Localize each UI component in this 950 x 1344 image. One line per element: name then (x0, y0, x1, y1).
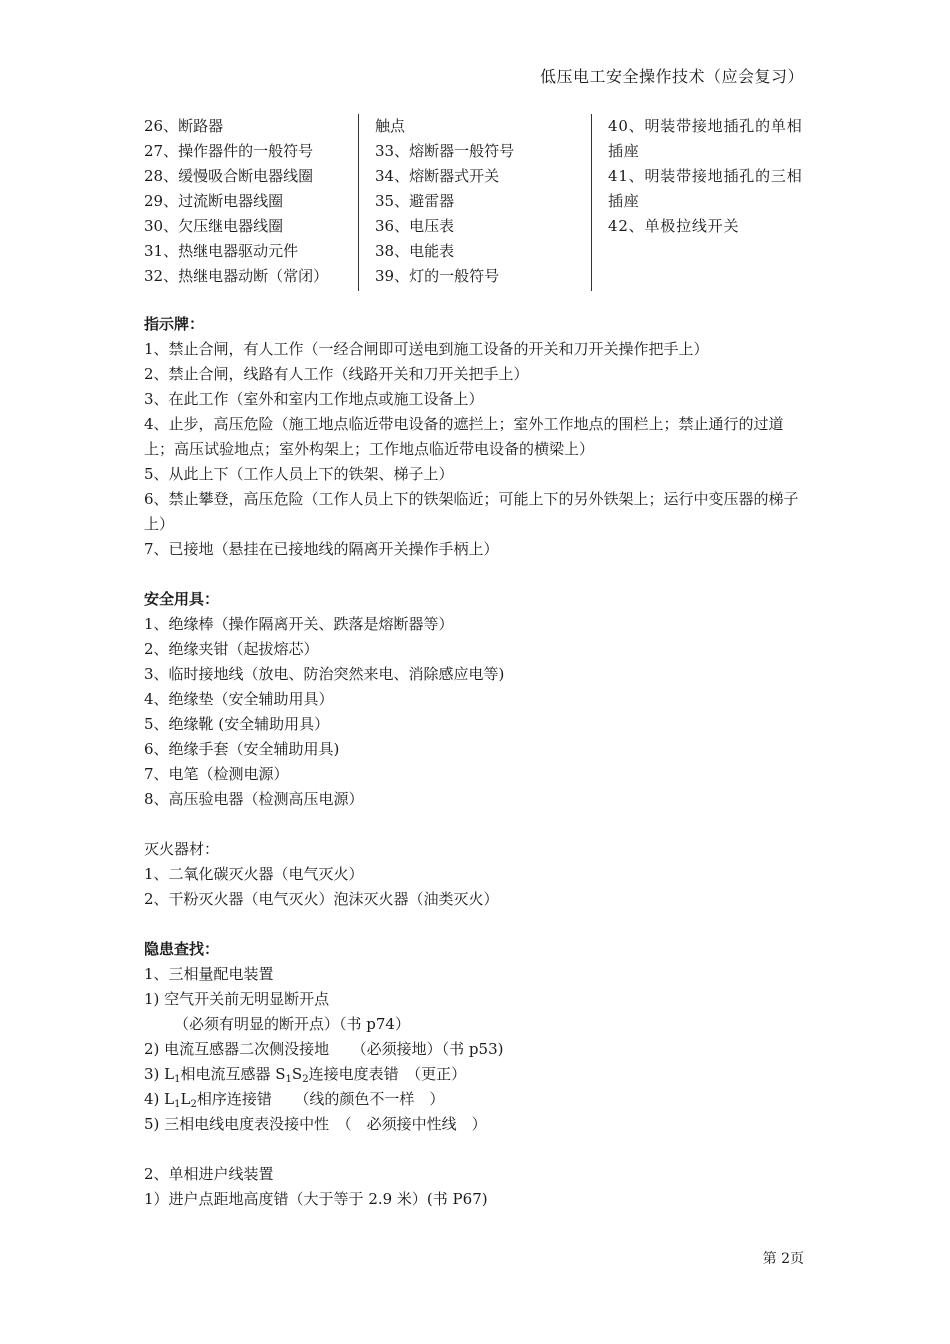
list-item: 3、临时接地线（放电、防治突然来电、消除感应电等) (144, 665, 505, 683)
list-item: 1、禁止合闸，有人工作（一经合闸即可送电到施工设备的开关和刀开关操作把手上） (144, 340, 709, 358)
symbol-item: 29、过流断电器线圈 (144, 192, 284, 210)
subsection-title: 1、三相量配电装置 (144, 965, 274, 983)
list-item-note: （必须有明显的断开点）（书 p74） (174, 1015, 410, 1033)
list-item: 4、绝缘垫（安全辅助用具） (144, 690, 334, 708)
symbol-item: 28、缓慢吸合断电器线圈 (144, 167, 314, 185)
symbol-column-2 (359, 114, 592, 291)
symbol-item: 42、单极拉线开关 (608, 217, 740, 235)
section-heading-signs: 指示牌： (144, 315, 205, 333)
list-item: 1、二氧化碳灭火器（电气灭火） (144, 865, 364, 883)
list-item: 6、绝缘手套（安全辅助用具) (144, 740, 340, 758)
symbol-item: 38、电能表 (375, 242, 455, 260)
list-item: 6、禁止攀登，高压危险（工作人员上下的铁架临近；可能上下的另外铁架上；运行中变压器的梯子上） (144, 490, 799, 533)
section-heading-hazards: 隐患查找： (144, 940, 220, 958)
list-item: 2) 电流互感器二次侧没接地 （必须接地）（书 p53) (144, 1040, 504, 1058)
list-item: 1、绝缘棒（操作隔离开关、跌落是熔断器等） (144, 615, 454, 633)
list-item: 2、绝缘夹钳（起拔熔芯） (144, 640, 319, 658)
list-item: 2、干粉灭火器（电气灭火）泡沫灭火器（油类灭火） (144, 890, 499, 908)
symbol-item: 36、电压表 (375, 217, 455, 235)
list-item: 3) $L_1$相电流互感器 $S_1S_2$连接电度表错 （更正） (144, 1065, 467, 1085)
symbol-item: 30、欠压继电器线圈 (144, 217, 284, 235)
symbol-column-1 (144, 114, 359, 291)
symbol-item: 41、明装带接地插孔的三相插座 (608, 167, 803, 210)
subsection-title: 2、单相进户线装置 (144, 1165, 274, 1183)
list-item: 3、在此工作（室外和室内工作地点或施工设备上） (144, 390, 484, 408)
document-body (144, 312, 810, 1212)
list-item: 1）进户点距地高度错（大于等于 2.9 米）(书 P67) (144, 1190, 488, 1208)
section-heading-fire: 灭火器材： (144, 840, 220, 858)
list-item: 5、绝缘靴 (安全辅助用具） (144, 715, 330, 733)
list-item: 5) 三相电线电度表没接中性 （ 必须接中性线 ） (144, 1115, 487, 1133)
symbol-item: 40、明装带接地插孔的单相插座 (608, 117, 803, 160)
list-item: 2、禁止合闸，线路有人工作（线路开关和刀开关把手上） (144, 365, 529, 383)
list-item: 1) 空气开关前无明显断开点 (144, 990, 330, 1008)
list-item: 4、止步，高压危险（施工地点临近带电设备的遮拦上；室外工作地点的围栏上；禁止通行的过道上；高压试验地点；室外构架上；工作地点临近带电设备的横梁上） (144, 415, 784, 458)
page-header: 低压电工安全操作技术（应会复习） (539, 67, 804, 86)
list-item: 4) $L_1L_2$相序连接错 （线的颜色不一样 ） (144, 1090, 445, 1110)
symbol-item: 35、避雷器 (375, 192, 455, 210)
page-number: 第 2页 (762, 1251, 804, 1267)
list-item: 8、高压验电器（检测高压电源） (144, 790, 364, 808)
symbol-item: 26、断路器 (144, 117, 224, 135)
section-heading-tools: 安全用具： (144, 590, 220, 608)
symbol-item: 39、灯的一般符号 (375, 267, 500, 285)
symbol-item: 32、热继电器动断（常闭） (144, 267, 329, 285)
symbol-item: 33、熔断器一般符号 (375, 142, 515, 160)
list-item: 7、已接地（悬挂在已接地线的隔离开关操作手柄上） (144, 540, 499, 558)
symbol-item: 31、热继电器驱动元件 (144, 242, 299, 260)
symbol-item: 34、熔断器式开关 (375, 167, 500, 185)
symbol-item: 触点 (375, 117, 406, 135)
list-item: 5、从此上下（工作人员上下的铁架、梯子上） (144, 465, 454, 483)
symbol-table (144, 114, 810, 291)
symbol-column-3 (592, 114, 810, 291)
list-item: 7、电笔（检测电源） (144, 765, 289, 783)
symbol-item: 27、操作器件的一般符号 (144, 142, 314, 160)
